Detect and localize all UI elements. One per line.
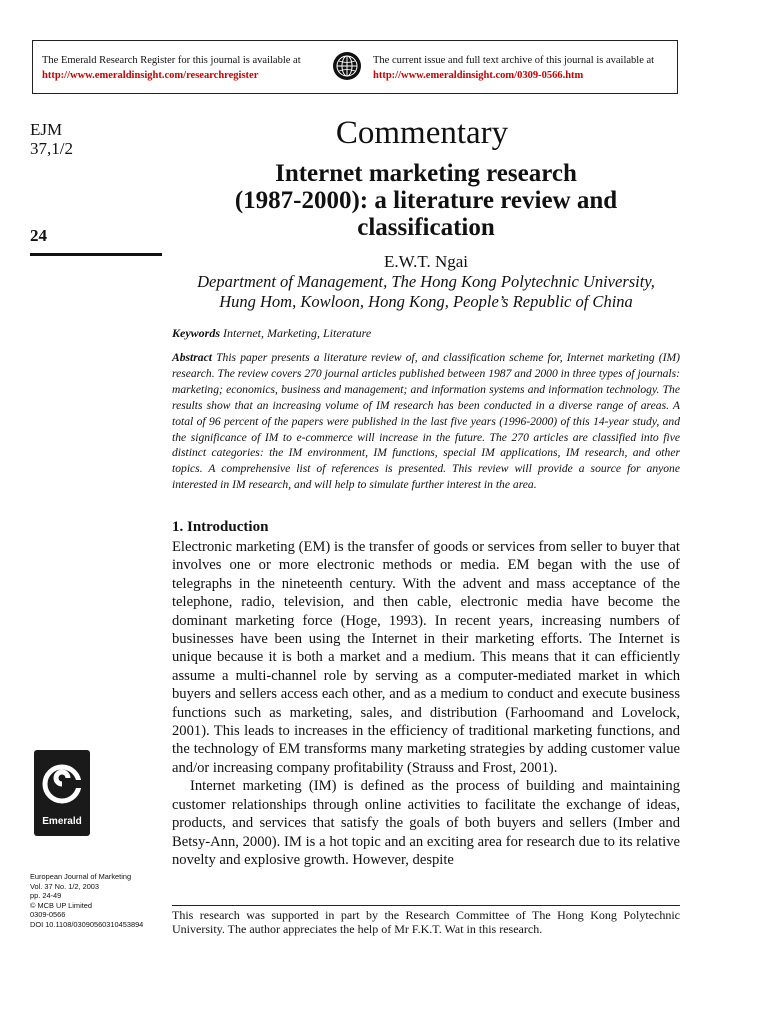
margin-divider — [30, 253, 162, 256]
citation-issn: 0309-0566 — [30, 910, 66, 920]
citation-journal: European Journal of Marketing — [30, 872, 132, 881]
section-heading: 1. Introduction — [172, 519, 269, 535]
footnote-divider — [172, 905, 680, 906]
journal-access-banner — [32, 40, 678, 94]
keywords — [172, 326, 680, 341]
research-register-link[interactable]: http://www.emeraldinsight.com/researchregister — [42, 70, 259, 81]
abstract-text: This paper presents a literature review of, and classification scheme for, Internet marketing (IM) research. The review covers 270 journal articles published between 1987 and 2000 in three types of journals: marketing; economics, business and management; and information systems and information technology. The results show that an increasing volume of IM research has been conducted in a diverse range of areas. A total of 96 percent of the papers were published in the last five years (1996-2000) of this 14-year study, and the significance of IM to e-commerce will increase in the future. The 270 articles are classified into five distinct categories: the IM environment, IM functions, special IM applications, IM research, and other topics. A comprehensive list of references is presented. This review will provide a source for anyone interested in IM research, and will help to simulate further interest in the area. — [172, 351, 681, 492]
full-text-archive-link[interactable]: http://www.emeraldinsight.com/0309-0566.htm — [373, 70, 584, 81]
citation-block — [30, 872, 165, 930]
footnote: This research was supported in part by the Research Committee of The Hong Kong Polytechnic University. The author appreciates the help of Mr F.K.T. Wat in this research. — [172, 908, 680, 936]
keywords-label: Keywords — [172, 326, 220, 340]
author-name: E.W.T. Ngai — [383, 252, 469, 271]
citation-doi: DOI 10.1108/03090560310453894 — [30, 919, 144, 929]
globe-icon — [332, 51, 362, 81]
paragraph: Electronic marketing (EM) is the transfer of goods or services from seller to buyer that involves one or more electronic methods or media. EM began with the use of telegraphs in the nineteenth century. With the advent and mass acceptance of the telephone, radio, television, and then cable, electronic media have become the dominant marketing force (Hoge, 1993). In recent years, increasing numbers of businesses have been using the Internet in their marketing efforts. The Internet is unique because it is both a market and a medium. This means that it can efficiently assume a multi-channel role by serving as a computer-mediated market in which buyers and sellers access each other, and as a medium to conduct and execute business functions such as marketing, sales, and distribution (Farhoomand and Lovelock, 2001). This leads to increases in the efficiency of traditional marketing functions, and the technology of EM transforms many marketing strategies by adding customer value and/or increasing company profitability (Strauss and Frost, 2001). — [172, 539, 680, 776]
paragraph: Internet marketing (IM) is defined as the process of building and maintaining customer relationships through online activities to facilitate the exchange of ideas, products, and services that satisfy the goals of both buyers and sellers (Imber and Betsy-Ann, 2000). IM is a hot topic and an exciting area for research due to its relative novelty and explosive growth. However, despite — [172, 778, 680, 868]
page-number: 24 — [30, 226, 47, 245]
author-affiliation — [172, 272, 680, 312]
section-label: Commentary — [335, 115, 509, 151]
abstract — [172, 350, 680, 493]
abstract-label: Abstract — [172, 351, 212, 364]
citation-issue: Vol. 37 No. 1/2, 2003 — [30, 881, 100, 891]
research-register-text: The Emerald Research Register for this journal is available at — [42, 55, 301, 66]
citation-copyright: © MCB UP Limited — [30, 900, 92, 910]
title-line: Internet marketing research — [275, 160, 577, 187]
emerald-logo-mark-icon — [34, 754, 90, 818]
emerald-logo — [34, 750, 90, 836]
full-text-archive-notice — [373, 53, 673, 83]
citation-pages: pp. 24-49 — [30, 891, 62, 901]
affiliation-line: Hung Hom, Kowloon, Hong Kong, People’s Republic of China — [219, 292, 633, 311]
journal-volume-label — [30, 120, 73, 158]
full-text-archive-text: The current issue and full text archive of this journal is available at — [373, 55, 655, 66]
research-register-notice — [42, 53, 342, 83]
article-title — [172, 160, 680, 241]
affiliation-line: Department of Management, The Hong Kong Polytechnic University, — [197, 272, 655, 291]
keywords-text: Internet, Marketing, Literature — [223, 326, 372, 340]
title-line: (1987-2000): a literature review and — [234, 187, 618, 214]
title-line: classification — [357, 214, 495, 241]
body-text — [172, 538, 680, 869]
emerald-logo-text: Emerald — [42, 816, 82, 827]
journal-code: EJM — [30, 120, 63, 139]
journal-volume: 37,1/2 — [30, 139, 73, 158]
